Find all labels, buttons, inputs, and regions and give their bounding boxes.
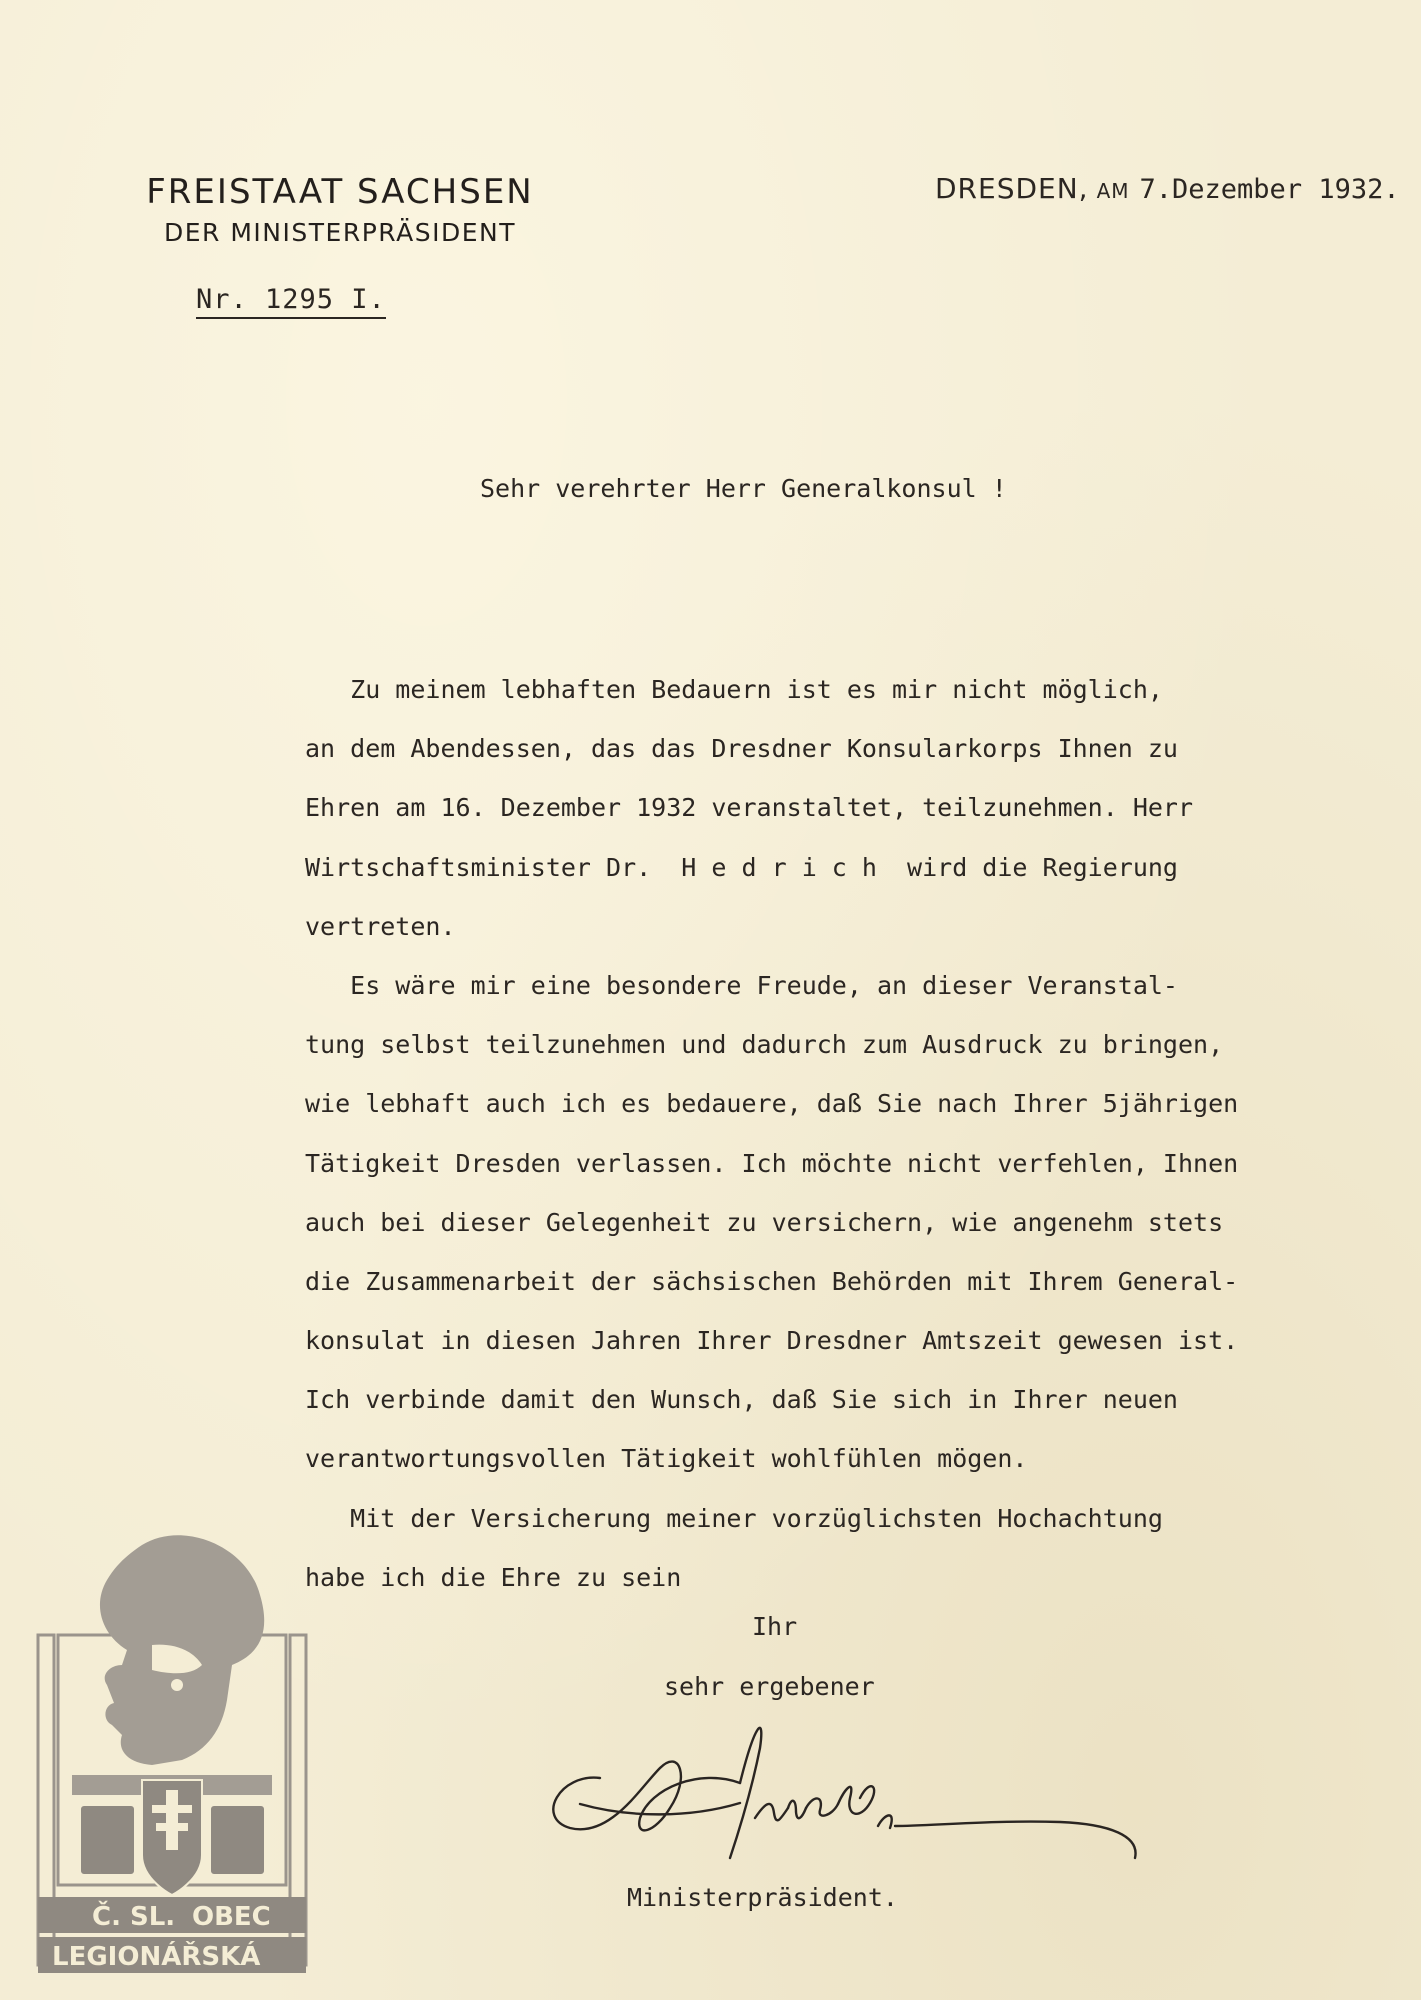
- letterhead-title: FREISTAAT SACHSEN: [146, 172, 534, 212]
- legion-emblem-icon: [32, 1525, 312, 1975]
- letterhead-subtitle: DER MINISTERPRÄSIDENT: [164, 218, 516, 247]
- body-line: habe ich die Ehre zu sein: [305, 1562, 682, 1592]
- body-line: Wirtschaftsminister Dr. H e d r i c h wird die Regierung: [305, 852, 1178, 882]
- signature-icon: [540, 1708, 1180, 1888]
- date-city: DRESDEN,: [935, 172, 1089, 205]
- emblem-text-legionarska: LEGIONÁŘSKÁ: [52, 1942, 261, 1972]
- body-line: Tätigkeit Dresden verlassen. Ich möchte nicht verfehlen, Ihnen: [305, 1148, 1239, 1178]
- emblem-text-obec: OBEC: [192, 1902, 271, 1932]
- body-line: Ehren am 16. Dezember 1932 veranstaltet, teilzunehmen. Herr: [305, 793, 1194, 823]
- body-line: verantwortungsvollen Tätigkeit wohlfühlen mögen.: [305, 1444, 1028, 1474]
- signatory-title: Ministerpräsident.: [627, 1883, 898, 1912]
- body-line: konsulat in diesen Jahren Ihrer Dresdner Amtszeit gewesen ist.: [305, 1326, 1239, 1356]
- body-line: Es wäre mir eine besondere Freude, an dieser Veranstal-: [305, 970, 1178, 1000]
- closing-ergeben: sehr ergebener: [664, 1672, 875, 1701]
- letter-body: [305, 660, 1415, 1607]
- body-line: tung selbst teilzunehmen und dadurch zum Ausdruck zu bringen,: [305, 1030, 1224, 1060]
- date-value: 7.Dezember 1932.: [1139, 174, 1400, 205]
- emblem-text-csl: Č. SL.: [92, 1902, 176, 1932]
- body-line: an dem Abendessen, das das Dresdner Konsularkorps Ihnen zu: [305, 734, 1178, 764]
- letterhead: [80, 172, 600, 247]
- body-line: Zu meinem lebhaften Bedauern ist es mir nicht möglich,: [305, 675, 1163, 704]
- salutation: Sehr verehrter Herr Generalkonsul !: [480, 474, 1007, 503]
- closing-ihr: Ihr: [752, 1612, 798, 1641]
- body-line: auch bei dieser Gelegenheit zu versichern, wie angenehm stets: [305, 1207, 1224, 1237]
- dateline: [935, 172, 1400, 205]
- body-line: Mit der Versicherung meiner vorzüglichsten Hochachtung: [305, 1503, 1163, 1533]
- body-line: Ich verbinde damit den Wunsch, daß Sie sich in Ihrer neuen: [305, 1385, 1178, 1415]
- body-line: die Zusammenarbeit der sächsischen Behörden mit Ihrem General-: [305, 1266, 1239, 1296]
- reference-number: Nr. 1295 I.: [196, 284, 386, 319]
- date-am: AM: [1096, 179, 1130, 203]
- body-line: vertreten.: [305, 911, 456, 941]
- body-line: wie lebhaft auch ich es bedauere, daß Sie nach Ihrer 5jährigen: [305, 1089, 1239, 1119]
